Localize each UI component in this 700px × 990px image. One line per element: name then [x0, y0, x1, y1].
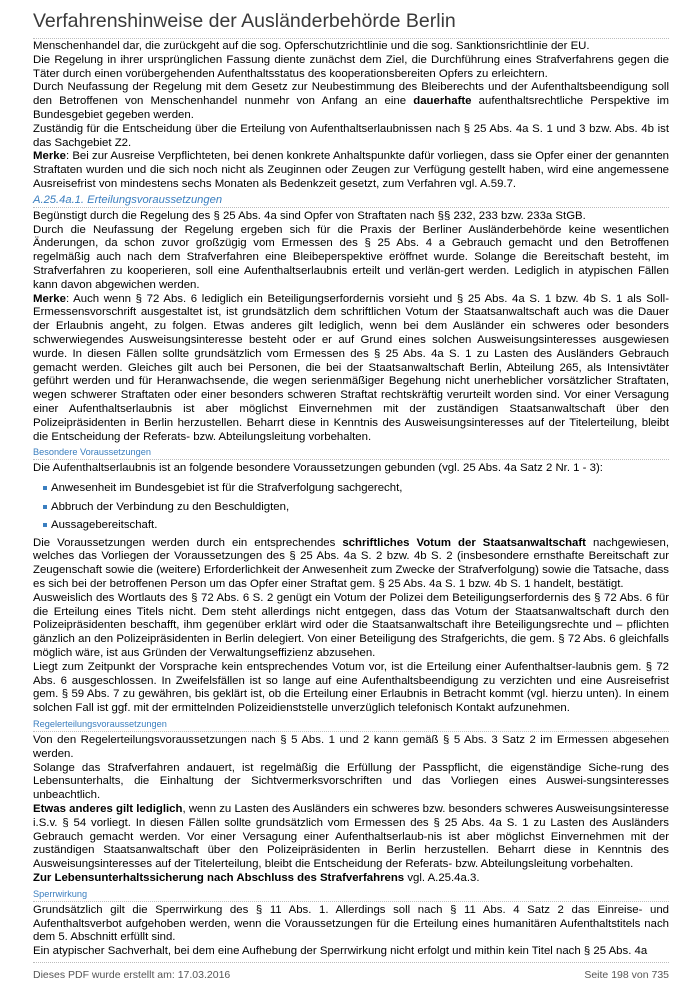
paragraph: Die Aufenthaltserlaubnis ist an folgende besondere Voraussetzungen gebunden (vgl. 25 Abs. 4a Satz 2 Nr. 1 - 3):	[33, 462, 603, 475]
emphasis-votum: schriftliches Votum der Staatsanwaltschaft	[342, 536, 586, 549]
paragraph	[33, 81, 669, 122]
document-body	[33, 40, 669, 959]
text-run: : Bei zur Ausreise Verpflichteten, bei denen konkrete Anhaltspunkte dafür vorliegen, dass sie Opfer einer der genannten Straftaten wurden und die sich noch nicht als Zeuginnen oder Zeugen zur Verfügung gestellt haben, wird eine angemessene Ausreisefrist von mindestens sechs Monaten als Bedenkzeit gesetzt, zum Verfahren vgl. A.59.7.	[33, 150, 669, 190]
paragraph: Liegt zum Zeitpunkt der Vorsprache kein entsprechendes Votum vor, ist die Erteilung einer Aufenthaltser-laubnis gem. § 72 Abs. 6 ausgeschlossen. In Zweifelsfällen ist so lange auf eine Aufenthaltsbeendigung zu verzichten und eine Ausreisefrist gem. § 59 Abs. 7 zu gewähren, bis geklärt ist, ob die Erteilung einer Erlaubnis in Betracht kommt (vgl. hierzu unten). In einem solchen Fall ist ggf. mit der ermittelnden Polizeidienststelle unverzüglich telefonisch Kontakt aufzunehmen.	[33, 660, 669, 715]
paragraph: Solange das Strafverfahren andauert, ist regelmäßig die Erfüllung der Passpflicht, die eigenständige Siche-rung des Lebensunterhalts, die Einhaltung der Sichtvermerksvorschriften und das Vorliegen eines Auswei-sungsinteresses unbeachtlich.	[33, 761, 669, 802]
page-footer	[33, 962, 669, 981]
section-heading-regelerteilungsvoraussetzungen: Regelerteilungsvoraussetzungen	[33, 718, 669, 732]
list-item	[43, 479, 669, 498]
paragraph: Zuständig für die Entscheidung über die Erteilung von Aufenthaltserlaubnissen nach § 25 Abs. 4a S. 1 und 3 bzw. Abs. 4b ist das Sachgebiet Z2.	[33, 122, 669, 149]
paragraph: Grundsätzlich gilt die Sperrwirkung des § 11 Abs. 1. Allerdings soll nach § 11 Abs. 4 Satz 2 das Einreise- und Aufenthaltsverbot aufgehoben werden, wenn die Voraussetzungen für die Erteilung eines humanitären Aufenthaltstitels nach dem 5. Abschnitt erfüllt sind.	[33, 903, 669, 944]
page-number: Seite 198 von 735	[584, 969, 669, 981]
text-run: Die Voraussetzungen werden durch ein entsprechendes	[33, 536, 343, 549]
page-title: Verfahrenshinweise der Ausländerbehörde Berlin	[33, 10, 456, 32]
emphasis-etwas-anderes: Etwas anderes gilt lediglich	[33, 802, 183, 815]
text-run: Durch Neufassung der Regelung mit dem Gesetz zur Neubestimmung des Bleiberechts und der Aufenthaltsbeendigung soll den Betroffenen von Menschenhandel nunmehr von Anfang an eine	[33, 81, 669, 108]
bullet-icon	[43, 523, 47, 527]
text-run: aufenthaltsrechtliche Perspektive im Bundesgebiet gegeben werden.	[33, 95, 669, 121]
paragraph: Durch die Neufassung der Regelung ergeben sich für die Praxis der Berliner Ausländerbehörde keine wesentlichen Änderungen, da schon zuvor großzügig vom Ermessen des § 25 Abs. 4 a Gebrauch gemacht und den Betroffenen regelmäßig auch nach dem Strafverfahren eine Bleibeperspektive eröffnet wurde. Solange die Bereitschaft besteht, im Strafverfahren zu kooperieren, soll eine Aufenthaltserlaubnis erteilt und verlän-gert werden. Lediglich in atypischen Fällen kann davon abgewichen werden.	[33, 223, 669, 291]
page-header	[33, 8, 669, 39]
text-run: nachgewiesen, welches das Vorliegen der Voraussetzungen des § 25 Abs. 4a S. 2 bzw. 4b S. 2 (insbesondere ernsthafte Bereitschaft zur Zeugenschaft sowie die (weitere) Erforderlichkeit der Anwesenheit zum Zwecke der Strafverfolgung) sowie die Tatsache, dass es sich bei der betroffenen Person um das Opfer einer Straftat gem. § 25 Abs. 4a S. 1 bzw. 4b S. 1 handelt, bestätigt.	[33, 536, 669, 590]
text-run: , wenn zu Lasten des Ausländers ein schweres bzw. besonders schweres Ausweisungsinteresse i.S.v. § 54 vorliegt. In diesen Fällen sollte grundsätzlich vom Ermessen des § 25 Abs. 4a S. 1 zu Lasten des Ausländers Gebrauch gemacht werden. Vor einer Versagung einer Aufenthaltserlaub-nis ist aber möglichst Einvernehmen mit der zuständigen Staatsanwaltschaft über den Polizeipräsidenten in Berlin herzustellen. Beharrt diese in Kenntnis des Ausweisungsinteresses auf der Titelerteilung, bleibt die Entscheidung der Referats- bzw. Abteilungsleitung vorbehalten.	[33, 802, 669, 871]
list-item	[43, 516, 669, 535]
bullet-icon	[43, 486, 47, 490]
paragraph: Ein atypischer Sachverhalt, bei dem eine Aufhebung der Sperrwirkung nicht erfolgt und mithin kein Titel nach § 25 Abs. 4a	[33, 945, 648, 958]
text-run: vgl. A.25.4a.3.	[404, 871, 480, 884]
merke-label: Merke	[33, 150, 66, 163]
list-item-text: Aussagebereitschaft.	[51, 519, 158, 532]
text-run: : Auch wenn § 72 Abs. 6 lediglich ein Beteiligungserfordernis vorsieht und § 25 Abs. 4a S. 1 bzw. 4b S. 1 als Soll-Ermessensvorschrift ausgestaltet ist, ist grundsätzlich dem schriftlichen Votum der Staatsanwaltschaft auch was die Dauer der Erlaubnis angeht, zu folgen. Etwas anderes gilt lediglich, wenn bei dem Ausländer ein schweres oder besonders schwerwiegendes Ausweisungsinteresse besteht oder er auf Grund eines solchen Ausweisungsinteresses ausgewiesen wurde. In diesen Fällen sollte grundsätzlich vom Ermessen des § 25 Abs. 4a S. 1 zu Lasten des Ausländers Gebrauch gemacht werden. Gleiches gilt auch bei Personen, die bei der Staatsanwaltschaft Berlin, Abteilung 265, als Intensivtäter geführt werden und für Heranwachsende, die wegen serienmäßiger Begehung nicht unerheblicher vorsätzlicher Straftaten, wegen schwerer Straftaten oder einer besonders schweren Straftat rechtskräftig verurteilt worden sind. Vor einer Versagung einer Aufenthaltserlaubnis ist aber möglichst Einvernehmen mit der zuständigen Staatsanwaltschaft über den Polizeipräsidenten in Berlin herzustellen. Beharrt diese in Kenntnis des Ausweisungsinteresses auf der Titelerteilung, bleibt die Entscheidung der Referats- bzw. Abteilungsleitung vorbehalten.	[33, 292, 669, 443]
emphasis-dauerhafte: dauerhafte	[413, 95, 472, 108]
section-heading-sperrwirkung: Sperrwirkung	[33, 888, 669, 902]
paragraph: Menschenhandel dar, die zurückgeht auf die sog. Opferschutzrichtlinie und die sog. Sanktionsrichtlinie der EU.	[33, 40, 590, 52]
list-item-text: Anwesenheit im Bundesgebiet ist für die Strafverfolgung sachgerecht,	[51, 482, 403, 495]
merke-label: Merke	[33, 292, 66, 305]
merke-paragraph	[33, 293, 669, 445]
requirements-list	[43, 479, 669, 535]
created-date: Dieses PDF wurde erstellt am: 17.03.2016	[33, 969, 231, 981]
emphasis-lebensunterhalt: Zur Lebensunterhaltssicherung nach Abschluss des Strafverfahrens	[33, 871, 405, 884]
paragraph: Begünstigt durch die Regelung des § 25 Abs. 4a sind Opfer von Straftaten nach §§ 232, 233 bzw. 233a StGB.	[33, 209, 586, 222]
bullet-icon	[43, 505, 47, 509]
paragraph	[33, 872, 669, 886]
list-item-text: Abbruch der Verbindung zu den Beschuldigten,	[51, 500, 290, 513]
paragraph: Die Regelung in ihrer ursprünglichen Fassung diente zunächst dem Ziel, die Durchführung eines Strafverfahrens gegen die Täter durch einen vorübergehenden Aufenthaltsstatus des kooperationsbereiten Opfers zu erleichtern.	[33, 53, 669, 80]
list-item	[43, 498, 669, 517]
paragraph: Ausweislich des Wortlauts des § 72 Abs. 6 S. 2 genügt ein Votum der Polizei dem Beteiligungserfordernis des § 72 Abs. 6 für die Erteilung eines Titels nicht. Dem steht allerdings nicht entgegen, dass das Votum der Staatsanwaltschaft durch den Polizeipräsidenten beschafft, ihm gegenüber erklärt wird oder die Staatsanwaltschaft ihre Beteiligungsrechte und – pflichten gänzlich an den Polizeipräsidenten in Berlin delegiert. Von einer Beteiligung des Strafgerichts, die gem. § 72 Abs. 6 gleichfalls möglich wäre, ist aus Gründen der Verwaltungseffizienz abzusehen.	[33, 591, 669, 659]
section-heading-besondere-voraussetzungen: Besondere Voraussetzungen	[33, 446, 669, 460]
paragraph	[33, 803, 669, 872]
paragraph	[33, 537, 669, 592]
paragraph: Von den Regelerteilungsvoraussetzungen nach § 5 Abs. 1 und 2 kann gemäß § 5 Abs. 3 Satz 2 im Ermessen abgesehen werden.	[33, 733, 669, 760]
section-heading-erteilungsvoraussetzungen: A.25.4a.1. Erteilungsvoraussetzungen	[33, 194, 669, 208]
merke-paragraph	[33, 150, 669, 191]
